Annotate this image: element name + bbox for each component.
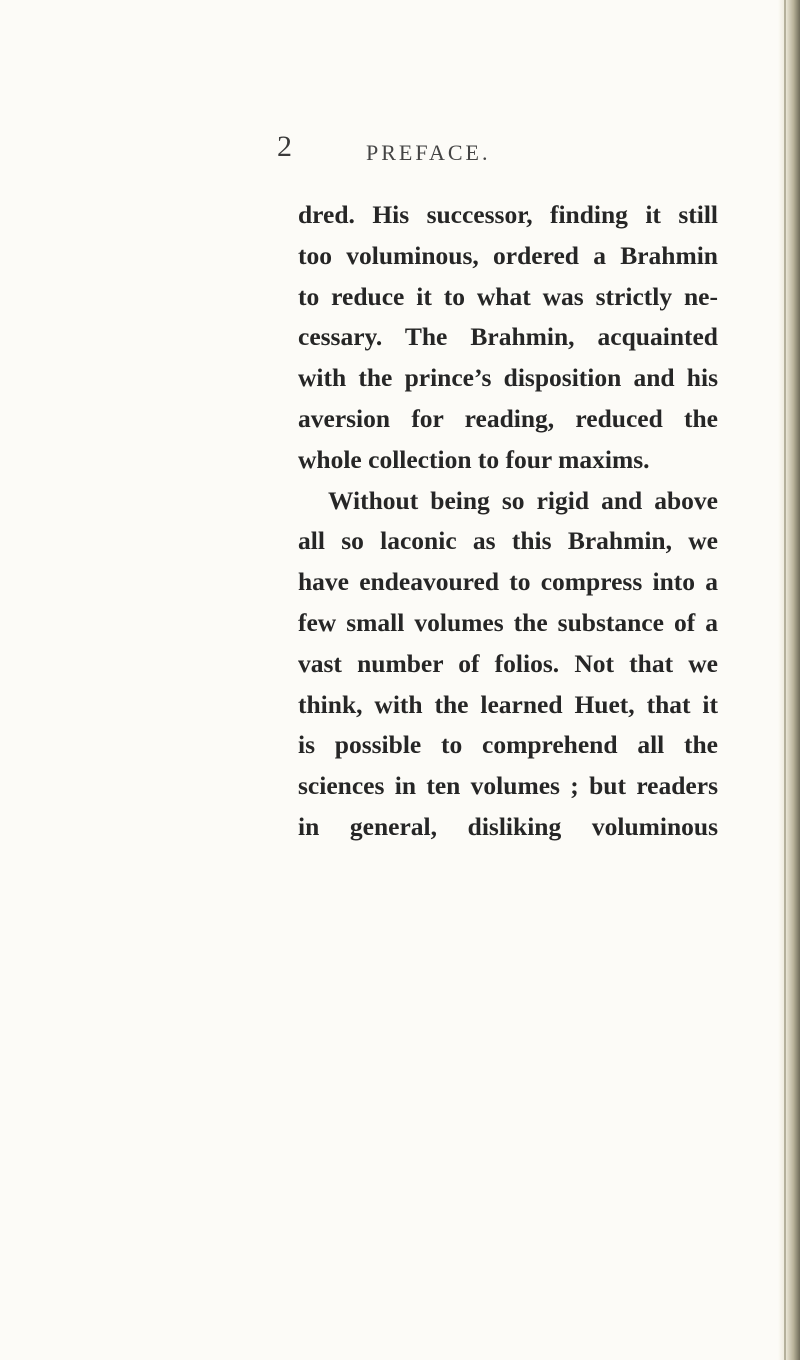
- page-number: 2: [277, 130, 292, 163]
- text-line: few small volumes the substance of a: [298, 607, 718, 637]
- page-edge-line: [784, 0, 786, 1360]
- text-line: in general, disliking voluminous: [298, 811, 718, 841]
- text-line: with the prince’s disposition and his: [298, 363, 718, 393]
- text-line: cessary. The Brahmin, acquainted: [298, 322, 718, 352]
- text-line: whole collection to four maxims.: [298, 444, 650, 474]
- text-line: vast number of folios. Not that we: [298, 648, 718, 678]
- text-line: to reduce it to what was strictly ne-: [298, 281, 718, 311]
- text-line: sciences in ten volumes ; but readers: [298, 771, 718, 801]
- text-line: too voluminous, ordered a Brahmin: [298, 240, 718, 270]
- text-line: think, with the learned Huet, that it: [298, 689, 718, 719]
- text-line: Without being so rigid and above: [328, 485, 718, 515]
- page-gutter-shadow: [778, 0, 800, 1360]
- running-head: PREFACE.: [366, 140, 491, 165]
- text-line: dred. His successor, finding it still: [298, 200, 718, 229]
- text-line: all so laconic as this Brahmin, we: [298, 526, 718, 556]
- body-text: [298, 195, 718, 848]
- text-line: aversion for reading, reduced the: [298, 403, 718, 433]
- text-line: is possible to comprehend all the: [298, 730, 718, 760]
- text-line: have endeavoured to compress into a: [298, 567, 718, 597]
